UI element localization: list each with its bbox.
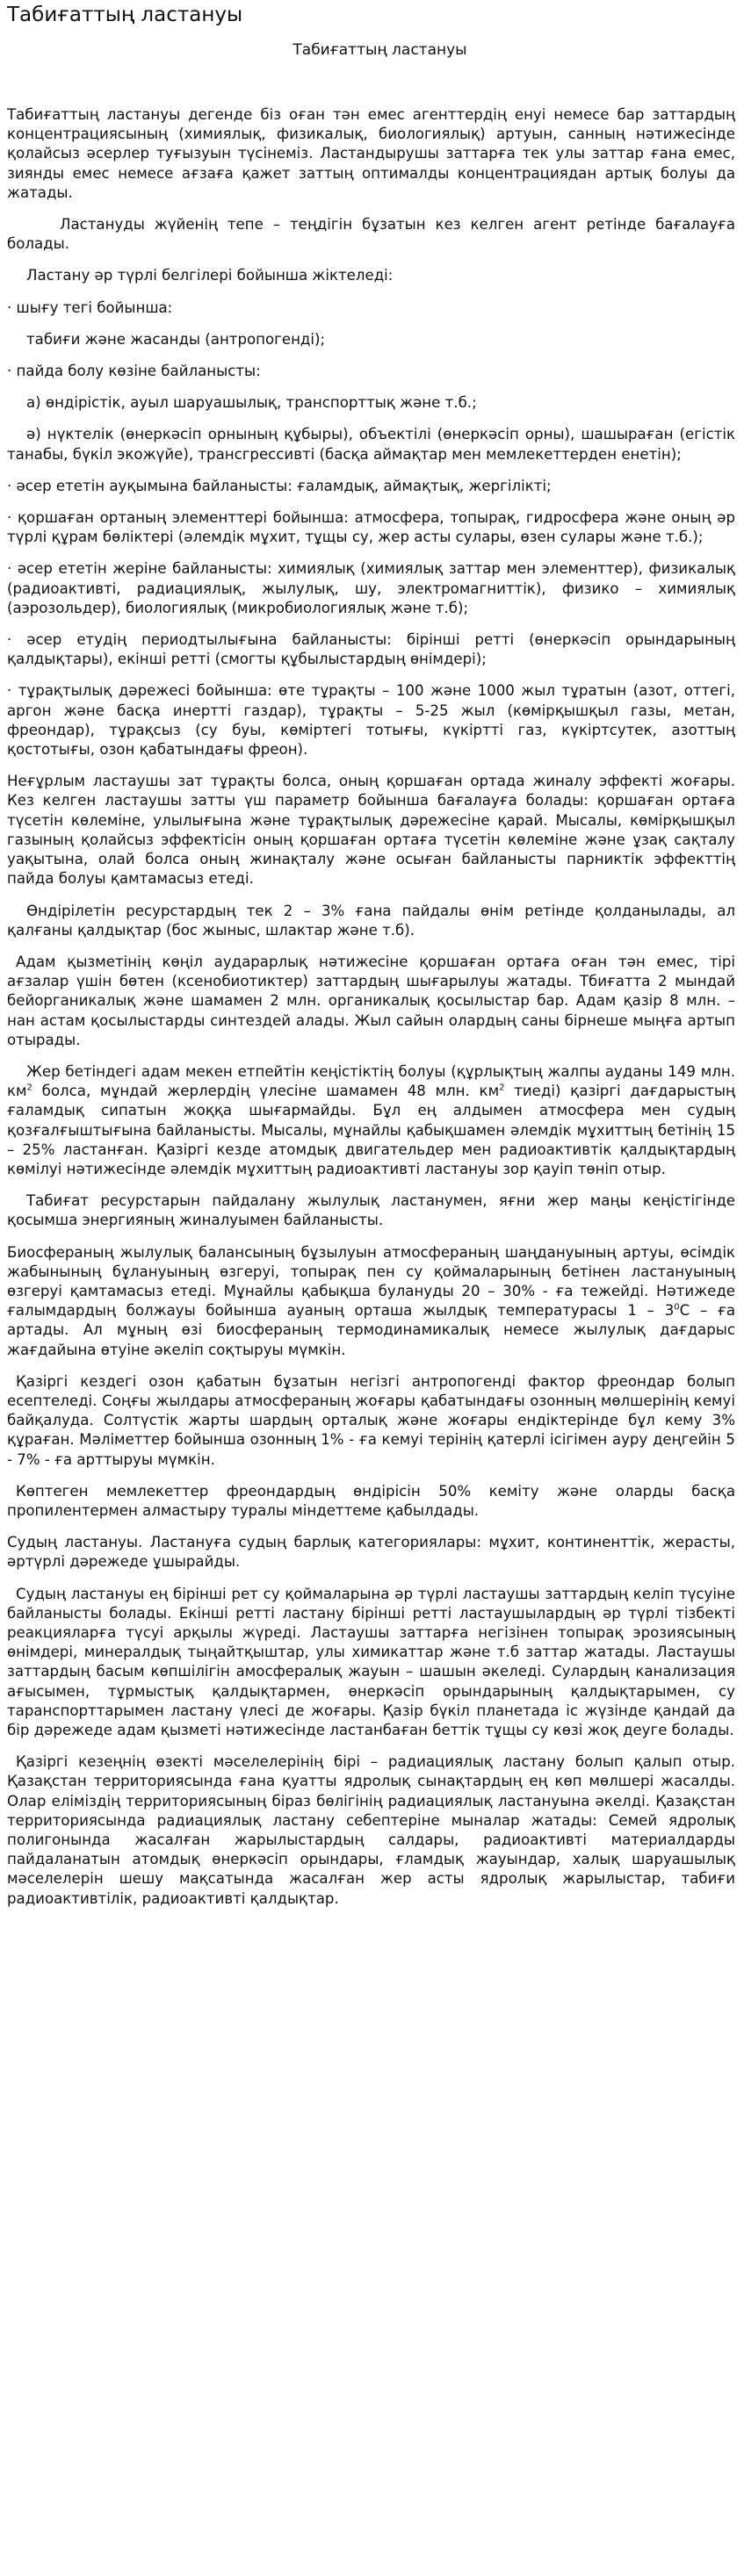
list-item-stability: · тұрақтылық дәрежесі бойынша: өте тұрақты – 100 және 1000 жыл тұратын (азот, оттегі, аргон және басқа инертті газдар), тұрақты – 5-25 жыл (көмірқышқыл газы, метан, фреондар), тұрақсыз (су буы, көміртегі тотығы, күкіртті газ, күкіртсутек, азоттың қостотығы, озон қабатындағы фреон). (7, 682, 735, 759)
paragraph-definition: Табиғаттың ластануы дегенде біз оған тән емес агенттердің енуі немесе бар заттардың концентрациясының (химиялық, физикалық, биологиялық) артуын, санның нәтижесінде қолайсыз әсерлер туғызуын түсінеміз. Ластандырушы заттарға тек улы заттар ғана емес, зиянды емес немесе ағзаға қажет заттың оптималды концентрациядан артық болуы да жатады. (7, 106, 735, 201)
paragraph-biosphere-balance (7, 1243, 735, 1360)
paragraph-uninhabited-land (7, 1062, 735, 1179)
list-item-impact-type: · әсер ететін жеріне байланысты: химиялық (химиялық заттар мен элементтер), физикалық (радиоактивті, радиациялық, жылулық, шу, электромагниттік), физико – химиялық (аэрозольдер), биологиялық (микробиологиялық және т.б); (7, 560, 735, 616)
paragraph-ecosystem-balance: Ластануды жүйенің тепе – теңдігін бұзатын кез келген агент ретінде бағалауға болады. (7, 216, 735, 253)
text-segment: тиеді) қазіргі дағдарыстың ғаламдық сипатын жоққа шығармайды. Бұл ең алдымен атмосфера мен судың қозғалғыштығына байланысты. Мысалы, мұнайлы қабықшамен әлемдік мұхиттың бетінің 15 – 25% ластанған. Қазіргі кезде атомдық двигательдер мен радиоактивтік қалдықтардың көмілуі нәтижесінде әлемдік мұхиттың радиоактивті ластануы зор қауіп төніп отыр. (7, 1083, 735, 1177)
list-item-environment-elements: · қоршаған ортаның элементтері бойынша: атмосфера, топырақ, гидросфера және оның әр түрлі құрам бөліктері (әлемдік мұхит, тұщы су, жер асты сулары, өзен сулары және т.б.); (7, 509, 735, 546)
paragraph-pollutant-parameters: Неғұрлым ластаушы зат тұрақты болса, оның қоршаған ортада жиналу эффекті жоғары. Кез келген ластаушы затты үш параметр бойынша бағалауға болады: қоршаған ортаға түсетін көлеміне, улылығына және тұрақтылық дәрежесіне қарай. Мысалы, көмірқышқыл газының қолайсыз эффектісін оның қоршаған ортаға түсетін көлеміне және ұзақ сақталу уақытына, олай болса оның жинақталу және осыған байланысты парниктік эффекттің пайда болуы қамтамасыз етеді. (7, 773, 735, 888)
paragraph-freon-commitment: Көптеген мемлекеттер фреондардың өндірісін 50% кеміту және оларды басқа пропилентермен алмастыру туралы міндеттеме қабылдады. (7, 1482, 735, 1519)
superscript-square: 2 (499, 1083, 505, 1093)
superscript-square: 2 (26, 1083, 33, 1093)
document-title: Табиғаттың ластануы (293, 41, 467, 59)
list-item-source: · пайда болу көзіне байланысты: (7, 363, 261, 380)
paragraph-thermal-pollution: Табиғат ресурстарын пайдалану жылулық ластанумен, яғни жер маңы кеңістігінде қосымша энергияның жиналуымен байланысты. (7, 1192, 735, 1229)
text-segment: Жер бетіндегі адам мекен етпейтін кеңістіктің болуы (құрлықтың жалпы ауданы 149 млн. км (7, 1062, 735, 1100)
text-segment: болса, мұндай жерлердің үлесіне шамамен 48 млн. км (41, 1083, 500, 1100)
paragraph-water-pollution-intro: Судың ластануы. Ластануға судың барлық категориялары: мұхит, континенттік, жерасты, әртүрлі дәрежеде ұшырайды. (7, 1534, 735, 1571)
text-segment: С – ға артады. Ал мұның өзі биосфераның термодинамикалық немесе жылулық дағдарыс жағдайына өтуіне әкеліп соқтыруы мүмкін. (7, 1302, 735, 1358)
list-item-origin: · шығу тегі бойынша: (7, 299, 173, 316)
paragraph-classification-intro: Ластану әр түрлі белгілері бойынша жіктеледі: (26, 267, 394, 284)
superscript-degree: 0 (674, 1302, 680, 1313)
list-item-scale: · әсер ететін ауқымына байланысты: ғаламдық, аймақтық, жергілікті; (7, 477, 552, 494)
list-subitem-natural-artificial: табиғи және жасанды (антропогенді); (26, 330, 326, 348)
paragraph-resources-usage: Өндірілетін ресурстардың тек 2 – 3% ғана пайдалы өнім ретінде қолданылады, ал қалғаны қалдықтар (бос жыныс, шлактар және т.б). (7, 902, 735, 939)
list-item-periodicity: · әсер етудің периодтылығына байланысты: бірінші ретті (өнеркәсіп орындарының қалдықтары), екінші ретті (смогты құбылыстардың өнімдері); (7, 631, 735, 668)
paragraph-radiation-pollution: Қазіргі кезеңнің өзекті мәселелерінің бірі – радиациялық ластану болып қалып отыр. Қазақстан территориясында ғана қуатты ядролық сынақтардың ең көп мөлшері жасалды. Олар елімiздің территориясының біраз бөлігінің радиациялық ластануына әкелді. Қазақстан территориясында радиациялық ластану себептеріне мыналар жатады: Семей ядролық полигонында жасалған жарылыстардың салдары, радиоактивті материалдарды пайдаланатын атомдық өнеркәсіп орындары, ғламдық жауындар, халық шаруашылық мәселелерін шешу мақсатында жасалған жер асты ядролық жарылыстар, табиғи радиоактивтілік, радиоактивті қалдықтар. (7, 1753, 735, 1907)
list-subitem-a: а) өндірістік, ауыл шаруашылық, транспорттық және т.б.; (26, 394, 477, 412)
paragraph-water-pollution: Судың ластануы ең бірінші рет су қоймаларына әр түрлі ластаушы заттардың келіп түсуіне байланысты болады. Екінші ретті ластану бірінші ретті ластаушылардың әр түрлі тізбекті реакцияларға түсуі арқылы жүреді. Ластаушы заттарға негізінен топырақ эрозиясының өнімдері, минералдық тыңайтқыштар, улы химикаттар және т.б заттар жатады. Ластаушы заттардың басым көпшілігін амосфералық жауын – шашын әкеледі. Сулардың канализация ағысымен, тұрмыстық қалдықтармен, өнеркәсіп орындарының қалдықтарымен, су таранспорттарымен ластану үлесі де жоғары. Қазір бүкіл планетада іс жүзінде қандай да бір дәрежеде адам қызметі нәтижесінде ластанбаған беттік тұщы су көзі жоқ деуге болады. (7, 1585, 735, 1739)
list-subitem-ae: ә) нүктелік (өнеркәсіп орнының құбыры), объектілі (өнеркәсіп орны), шашыраған (егістік танабы, бүкіл экожүйе), трансгрессивті (басқа аймақтар мен мемлекеттерден енетін); (7, 426, 735, 463)
paragraph-ozone-layer: Қазіргі кездегі озон қабатын бұзатын негізгі антропогенді фактор фреондар болып есептеледі. Соңғы жылдары атмосфераның жоғары қабатындағы озонның мөлшерінің кемуі байқалуда. Солтүстік жарты шардың орталық және жоғары ендіктеріндe бұл кему 3% құраған. Мәліметтер бойынша озонның 1% - ға кемуі терінің қатерлі ісігімен ауру деңгейін 5 - 7% - ға арттыруы мүмкін. (7, 1372, 735, 1468)
page-title: Табиғаттың ластануы (7, 4, 243, 26)
text-segment: Биосфераның жылулық балансының бұзылуын атмосфераның шаңдануының артуы, өсімдік жабынының бұлануының өзгеруі, топырақ пен су қоймаларының бетінен ластануының өзгеруі қамтамасыз етеді. Мұнайлы қабықша булануды 20 – 30% - ға тежейді. Нәтижеде ғалымдардың болжауы бойынша ауаның орташа жылдық температурасы 1 – 3 (7, 1243, 735, 1320)
paragraph-xenobiotics: Адам қызметінің көңіл аударарлық нәтижесіне қоршаған ортаға оған тән емес, тірі ағзалар үшін бөтен (ксенобиотиктер) заттардың шығарылуы жатады. Тбиғатта 2 мындай бейорганикалық және шамамен 2 млн. органикалық қосылыстар бар. Адам қазір 8 млн. – нан астам қосылыстарды синтездей алады. Жыл сайын олардың саны бірнеше мыңға артып отырады. (7, 953, 735, 1048)
